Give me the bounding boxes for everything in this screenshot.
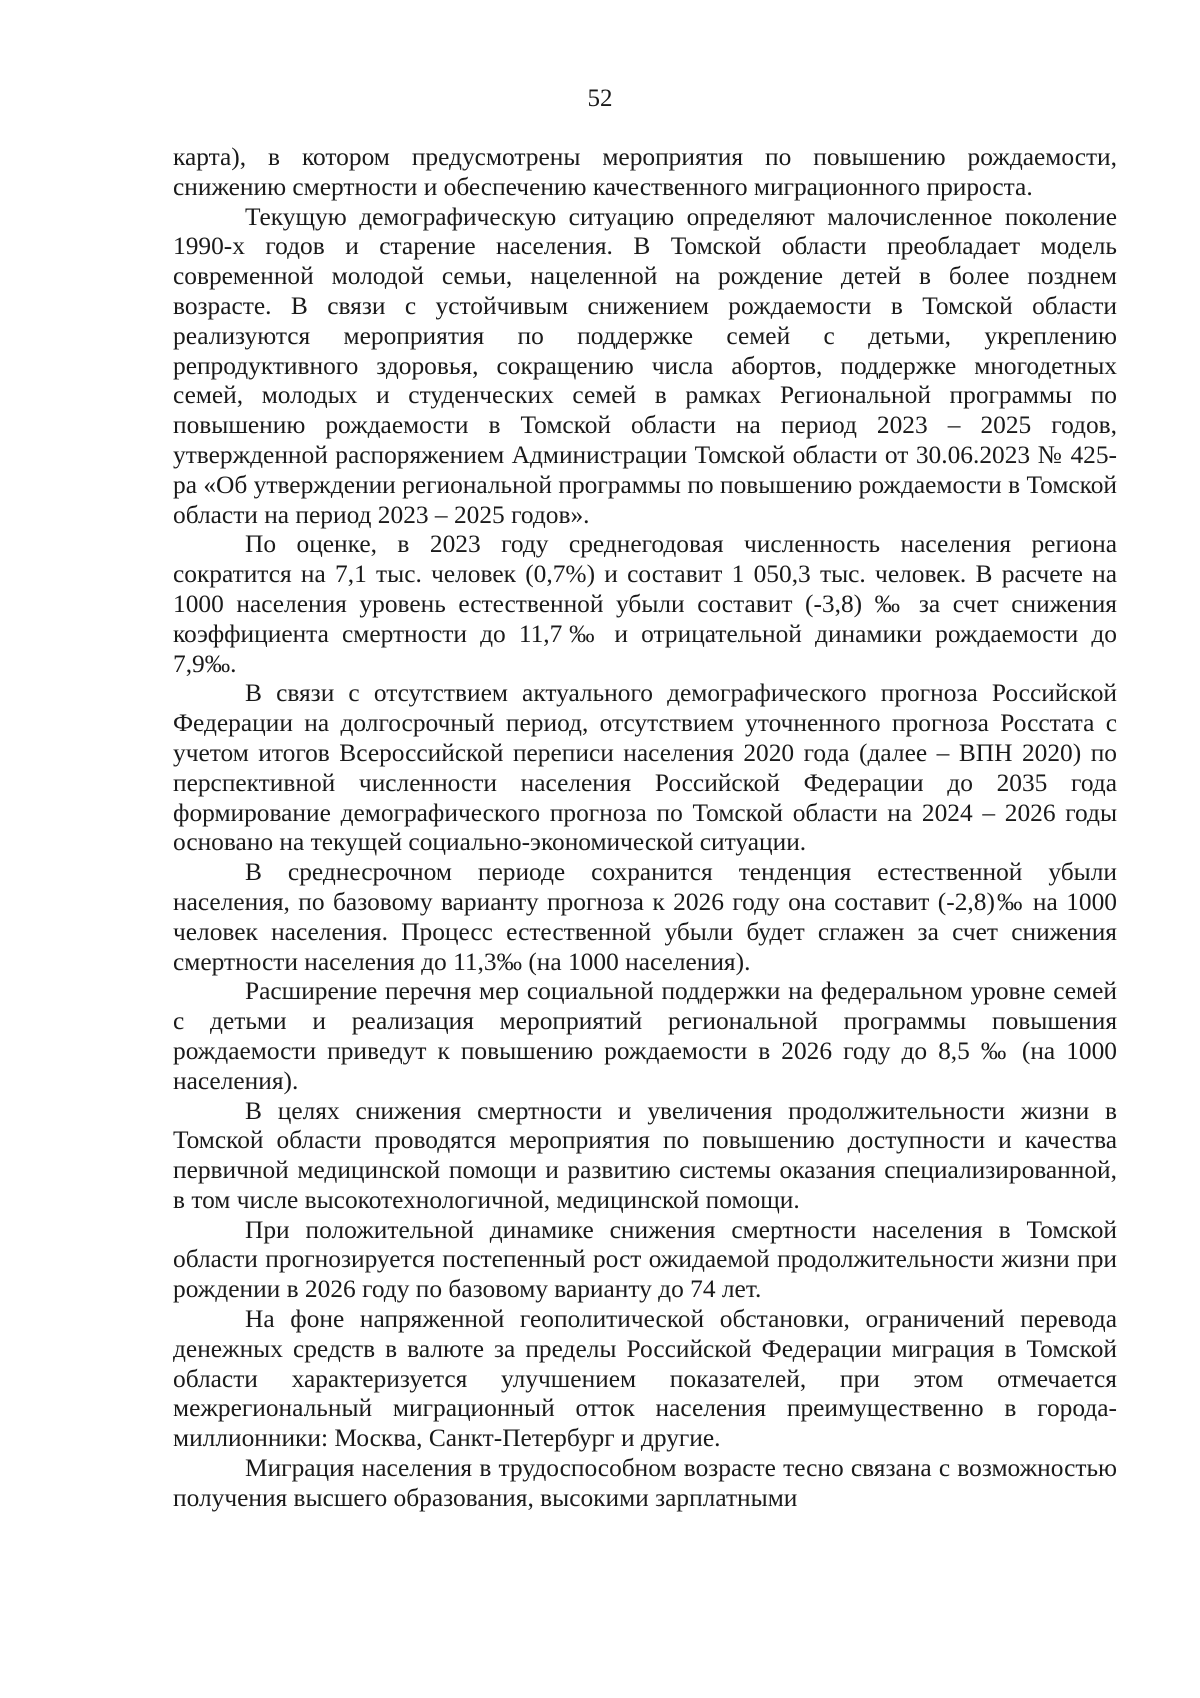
paragraph-8: При положительной динамике снижения смертности населения в Томской области прогнозируется постепенный рост ожидаемой продолжительности жизни при рождении в 2026 году по базовому варианту до 74 лет. [173,1215,1117,1304]
paragraph-6: Расширение перечня мер социальной поддержки на федеральном уровне семей с детьми и реализация мероприятий региональной программы повышения рождаемости приведут к повышению рождаемости в 2026 году до 8,5 ‰ (на 1000 населения). [173,977,1117,1095]
page-number: 52 [587,85,613,112]
paragraph-7: В целях снижения смертности и увеличения продолжительности жизни в Томской области проводятся мероприятия по повышению доступности и качества первичной медицинской помощи и развитию системы оказания специализированной, в том числе высокотехнологичной, медицинской помощи. [173,1096,1117,1214]
paragraph-2: Текущую демографическую ситуацию определяют малочисленное поколение 1990-х годов и старение населения. В Томской области преобладает модель современной молодой семьи, нацеленной на рождение детей в более позднем возрасте. В связи с устойчивым снижением рождаемости в Томской области реализуются мероприятия по поддержке семей с детьми, укреплению репродуктивного здоровья, сокращению числа абортов, поддержке многодетных семей, молодых и студенческих семей в рамках Региональной программы по повышению рождаемости в Томской области на период 2023 – 2025 годов, утвержденной распоряжением Администрации Томской области от 30.06.2023 № 425-ра «Об утверждении региональной программы по повышению рождаемости в Томской области на период 2023 – 2025 годов». [173,202,1117,529]
paragraph-5: В среднесрочном периоде сохранится тенденция естественной убыли населения, по базовому варианту прогноза к 2026 году она составит (-2,8)‰ на 1000 человек населения. Процесс естественной убыли будет сглажен за счет снижения смертности населения до 11,3‰ (на 1000 населения). [173,858,1117,976]
paragraph-1: карта), в котором предусмотрены мероприятия по повышению рождаемости, снижению смертности и обеспечению качественного миграционного прироста. [173,143,1117,201]
document-body [173,143,1117,1514]
paragraph-9: На фоне напряженной геополитической обстановки, ограничений перевода денежных средств в валюте за пределы Российской Федерации миграция в Томской области характеризуется улучшением показателей, при этом отмечается межрегиональный миграционный отток населения преимущественно в города-миллионники: Москва, Санкт-Петербург и другие. [173,1305,1117,1453]
paragraph-4: В связи с отсутствием актуального демографического прогноза Российской Федерации на долгосрочный период, отсутствием уточненного прогноза Росстата с учетом итогов Всероссийской переписи населения 2020 года (далее – ВПН 2020) по перспективной численности населения Российской Федерации до 2035 года формирование демографического прогноза по Томской области на 2024 – 2026 годы основано на текущей социально-экономической ситуации. [173,679,1117,857]
paragraph-3: По оценке, в 2023 году среднегодовая численность населения региона сократится на 7,1 тыс. человек (0,7%) и составит 1 050,3 тыс. человек. В расчете на 1000 населения уровень естественной убыли составит (-3,8) ‰ за счет снижения коэффициента смертности до 11,7‰ и отрицательной динамики рождаемости до 7,9‰. [173,530,1117,678]
paragraph-10: Миграция населения в трудоспособном возрасте тесно связана с возможностью получения высшего образования, высокими зарплатными [173,1454,1117,1512]
